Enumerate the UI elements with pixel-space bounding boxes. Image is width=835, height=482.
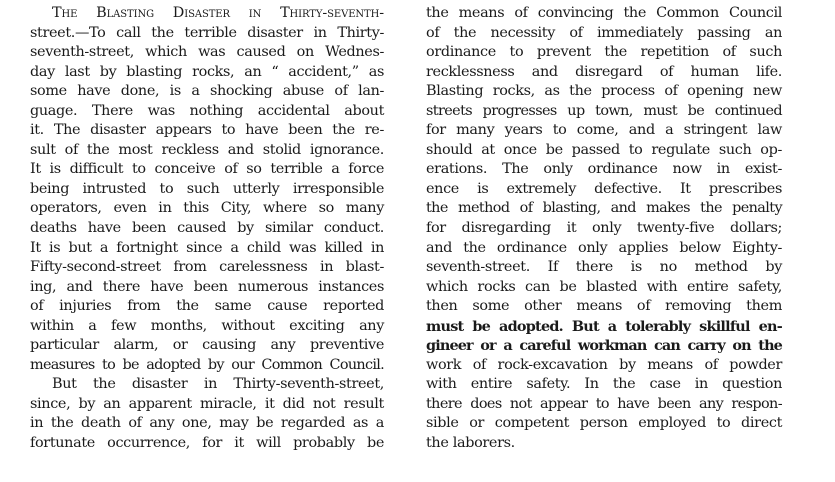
text-line: day last by blasting rocks, an “ accident,” as	[30, 63, 384, 80]
text-line: street.—To call the terrible disaster in Thirty-	[30, 24, 384, 41]
article-column-left	[30, 4, 384, 454]
text-line: Fifty-second-street from carelessness in blast-	[30, 259, 384, 276]
text-line: in the death of any one, may be regarded as a	[30, 415, 384, 432]
text-line: and the ordinance only applies below Eighty-	[426, 239, 782, 256]
text-line: the means of convincing the Common Council	[426, 5, 782, 21]
text-line: it. The disaster appears to have been the re-	[30, 122, 384, 139]
text-line: the method of blasting, and makes the penalty	[426, 200, 782, 217]
text-line: particular alarm, or causing any preventive	[30, 337, 384, 354]
text-line: sible or competent person employed to direct	[426, 415, 782, 432]
text-line: the laborers.	[426, 435, 515, 452]
text-line: It is but a fortnight since a child was killed in	[30, 239, 384, 256]
text-line: recklessness and disregard of human life.	[426, 63, 782, 80]
text-line: operators, even in this City, where so many	[30, 200, 384, 217]
text-line: since, by an apparent miracle, it did not result	[30, 395, 384, 412]
text-line: guage. There was nothing accidental about	[30, 102, 384, 119]
text-line: ing, and there have been numerous instances	[30, 278, 384, 295]
paragraph-start-line: But the disaster in Thirty-seventh-street,	[52, 376, 384, 393]
text-line: for many years to come, and a stringent law	[426, 122, 782, 139]
text-line: must be adopted. But a tolerably skillful en-	[426, 317, 782, 335]
text-line: fortunate occurrence, for it will probably be	[30, 435, 384, 452]
text-line: seventh-street. If there is no method by	[426, 259, 782, 276]
text-line: deaths have been caused by similar conduct.	[30, 220, 384, 237]
text-line: for disregarding it only twenty-five dollars;	[426, 220, 782, 237]
text-line: ordinance to prevent the repetition of such	[426, 44, 782, 61]
text-line: streets progresses up town, must be continued	[426, 102, 782, 119]
text-line: within a few months, without exciting any	[30, 317, 384, 334]
text-line: erations. The only ordinance now in exist-	[426, 161, 782, 178]
text-line: gineer or a careful workman can carry on the	[426, 337, 782, 355]
text-line: some have done, is a shocking abuse of lan-	[30, 83, 384, 100]
text-line: ence is extremely defective. It prescribes	[426, 180, 782, 197]
text-line: Blasting rocks, as the process of opening new	[426, 83, 782, 100]
text-line: there does not appear to have been any respon-	[426, 395, 782, 412]
text-line: being intrusted to such utterly irresponsible	[30, 180, 384, 197]
text-line: then some other means of removing them	[426, 298, 782, 315]
text-line: work of rock-excavation by means of powder	[426, 356, 782, 373]
text-line: It is difficult to conceive of so terrible a force	[30, 161, 384, 178]
text-line: measures to be adopted by our Common Council.	[30, 356, 384, 373]
text-line: should at once be passed to regulate such op-	[426, 141, 782, 158]
article-column-right	[426, 4, 782, 454]
text-line: of injuries from the same cause reported	[30, 298, 384, 315]
text-line: sult of the most reckless and stolid ignorance.	[30, 141, 384, 158]
text-line: which rocks can be blasted with entire safety,	[426, 278, 782, 295]
article-headline: The Blasting Disaster in Thirty-seventh-	[52, 5, 384, 21]
text-line: of the necessity of immediately passing an	[426, 24, 782, 41]
text-line: with entire safety. In the case in question	[426, 376, 782, 393]
text-line: seventh-street, which was caused on Wednes-	[30, 44, 384, 61]
